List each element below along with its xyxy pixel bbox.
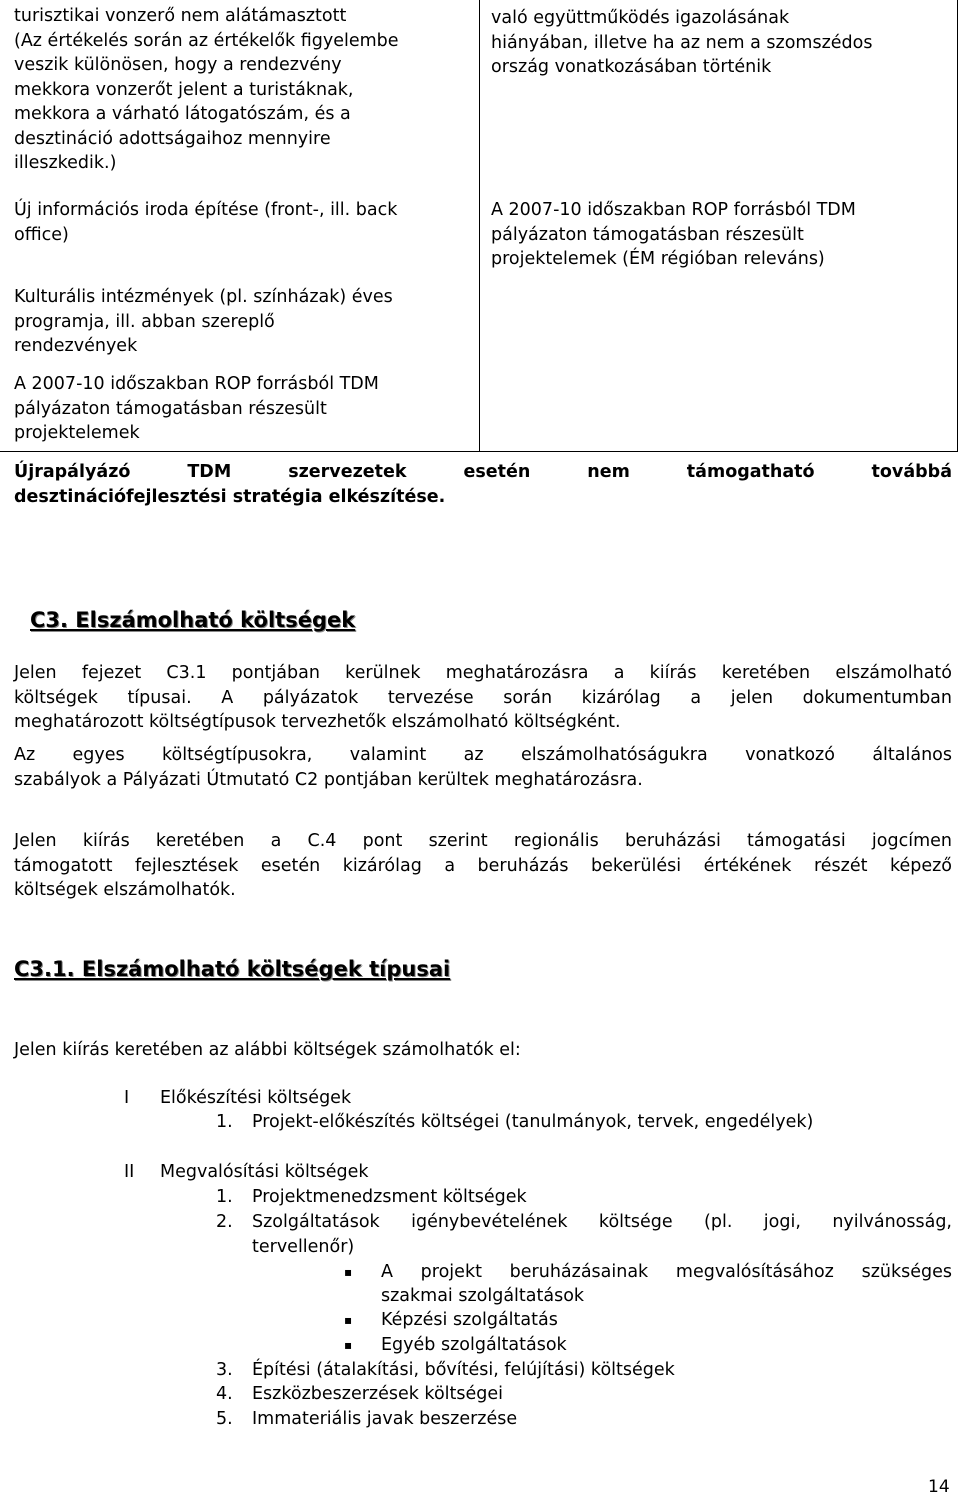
text-line: office) <box>14 224 69 245</box>
text-line: Jelen kiírás keretében a C.4 pont szerint regionális beruházási támogatási jogcímen <box>14 831 952 851</box>
text-line: szabályok a Pályázati Útmutató C2 pontjában kerültek meghatározásra. <box>14 769 643 790</box>
table-cell-left-row2 <box>14 198 469 247</box>
table-column-divider <box>479 0 480 452</box>
text-line: Újrapályázó TDM szervezetek esetén nem támogatható továbbá <box>14 462 952 482</box>
section-heading-c3: C3. Elszámolható költségek <box>30 608 356 632</box>
text-line: programja, ill. abban szereplő <box>14 311 275 332</box>
bullet-text: A projekt beruházásainak megvalósításához szükséges <box>381 1262 952 1282</box>
item-number: 1. <box>216 1112 233 1132</box>
text-line: Kulturális intézmények (pl. színházak) éves <box>14 287 393 307</box>
text-line: ország vonatkozásában történik <box>491 57 772 77</box>
text-line: A 2007-10 időszakban ROP forrásból TDM <box>14 374 379 394</box>
bullet-text: Egyéb szolgáltatások <box>381 1335 567 1355</box>
text-line: mekkora vonzerőt jelent a turistáknak, <box>14 79 354 100</box>
text-line: desztináció adottságaihoz mennyire <box>14 128 331 149</box>
c3-paragraph-1 <box>14 661 952 735</box>
group-label: Megvalósítási költségek <box>160 1162 369 1182</box>
bullet-text: Képzési szolgáltatás <box>381 1310 558 1330</box>
text-line: költségek típusai. A pályázatok tervezése során kizárólag a jelen dokumentumban <box>14 687 952 708</box>
item-number: 3. <box>216 1360 233 1380</box>
square-bullet-icon: ▪ <box>344 1265 353 1279</box>
text-line: projektelemek <box>14 423 140 443</box>
text-line: meghatározott költségtípusok tervezhetők elszámolható költségként. <box>14 712 621 732</box>
item-number: 1. <box>216 1187 233 1207</box>
roman-numeral: II <box>124 1162 135 1182</box>
text-line: veszik különösen, hogy a rendezvény <box>14 55 342 75</box>
text-line: való együttműködés igazolásának <box>491 8 790 28</box>
item-text: Projektmenedzsment költségek <box>252 1187 527 1207</box>
text-line: Jelen fejezet C3.1 pontjában kerülnek meghatározásra a kiírás keretében elszámolható <box>14 663 952 683</box>
bold-note <box>14 460 952 509</box>
square-bullet-icon: ▪ <box>344 1313 353 1327</box>
text-line: mekkora a várható látogatószám, és a <box>14 104 351 124</box>
text-line: Új információs iroda építése (front-, ill. back <box>14 200 398 220</box>
item-number: 4. <box>216 1384 233 1404</box>
c3-paragraph-2 <box>14 743 952 792</box>
c3-paragraph-3 <box>14 829 952 903</box>
text-line: pályázaton támogatásban részesült <box>14 398 327 419</box>
c3-1-intro: Jelen kiírás keretében az alábbi költségek számolhatók el: <box>14 1040 521 1060</box>
table-cell-left-row1 <box>14 4 469 176</box>
table-cell-left-row4 <box>14 372 469 446</box>
text-line: költségek elszámolhatók. <box>14 880 236 900</box>
table-cell-left-row3 <box>14 285 469 359</box>
text-line: támogatott fejlesztések esetén kizárólag a beruházás bekerülési értékének részét képező <box>14 855 952 876</box>
text-line: A 2007-10 időszakban ROP forrásból TDM <box>491 200 856 220</box>
page-number: 14 <box>928 1477 950 1497</box>
text-line: (Az értékelés során az értékelők figyelembe <box>14 30 399 51</box>
criteria-table <box>0 0 958 452</box>
item-text: Immateriális javak beszerzése <box>252 1409 518 1429</box>
text-line: hiányában, illetve ha az nem a szomszédos <box>491 32 873 53</box>
item-number: 2. <box>216 1212 233 1232</box>
section-heading-c3-1: C3.1. Elszámolható költségek típusai <box>14 957 451 981</box>
item-number: 5. <box>216 1409 233 1429</box>
bullet-text-continuation: szakmai szolgáltatások <box>381 1286 585 1306</box>
item-text: Eszközbeszerzések költségei <box>252 1384 503 1404</box>
item-text: Projekt-előkészítés költségei (tanulmányok, tervek, engedélyek) <box>252 1112 814 1132</box>
text-line: projektelemek (ÉM régióban releváns) <box>491 249 825 269</box>
text-line: desztinációfejlesztési stratégia elkészítése. <box>14 486 446 507</box>
roman-numeral: I <box>124 1088 130 1108</box>
item-text-continuation: tervellenőr) <box>252 1237 355 1257</box>
group-label: Előkészítési költségek <box>160 1088 352 1108</box>
text-line: Az egyes költségtípusokra, valamint az elszámolhatóságukra vonatkozó általános <box>14 745 952 765</box>
table-cell-right-row2 <box>491 198 944 272</box>
square-bullet-icon: ▪ <box>344 1338 353 1352</box>
item-text: Építési (átalakítási, bővítési, felújítási) költségek <box>252 1360 675 1380</box>
item-text: Szolgáltatások igénybevételének költsége (pl. jogi, nyilvánosság, <box>252 1212 952 1232</box>
text-line: rendezvények <box>14 336 138 356</box>
table-cell-right-row1 <box>491 6 944 80</box>
text-line: pályázaton támogatásban részesült <box>491 224 804 245</box>
text-line: turisztikai vonzerő nem alátámasztott <box>14 6 347 26</box>
text-line: illeszkedik.) <box>14 153 117 173</box>
